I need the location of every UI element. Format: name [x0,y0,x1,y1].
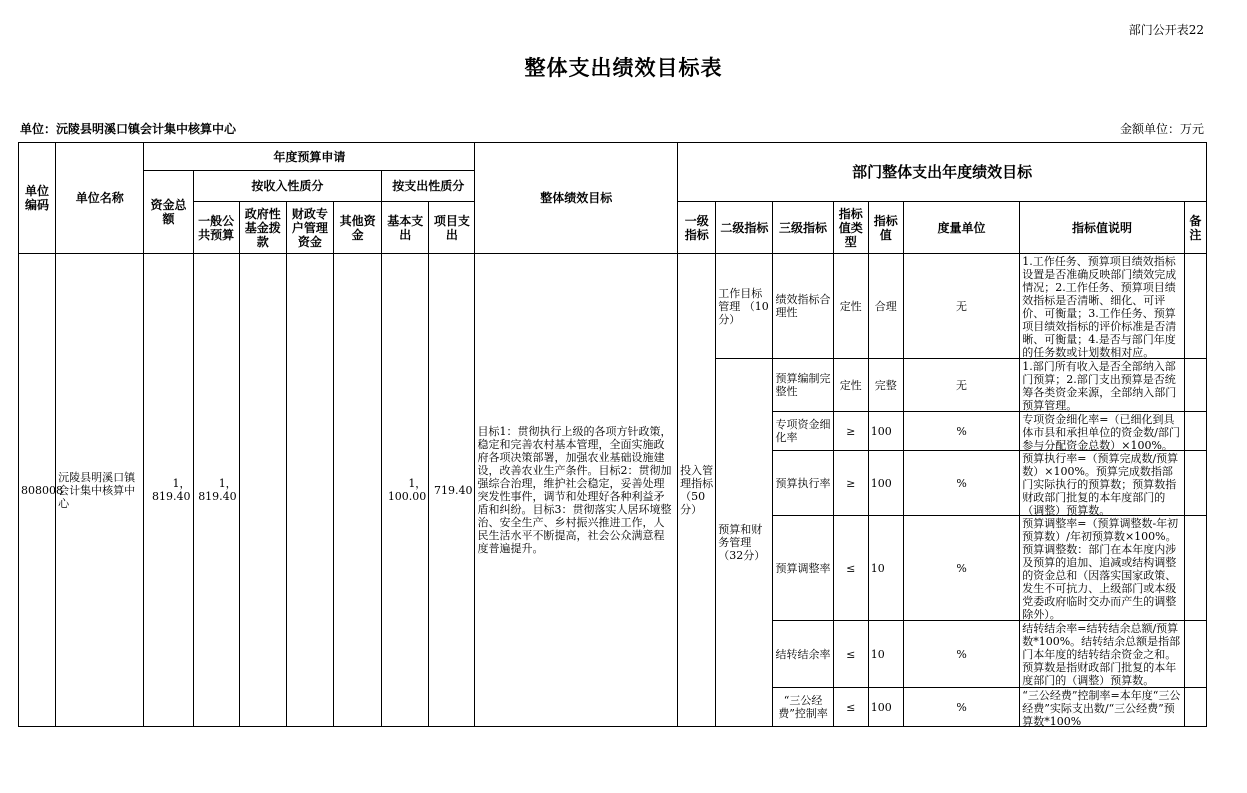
header-dept-goal: 部门整体支出年度绩效目标 [678,143,1207,202]
type-cell: ≤ [833,516,868,621]
remark-cell [1184,254,1206,359]
overall-goal-cell: 目标1：贯彻执行上级的各项方针政策，稳定和完善农村基本管理，全面实施政府各项决策部署，加强农业基础设施建设，改善农业生产条件。目标2：贯彻加强综合治理，维护社会稳定，妥善处理突发性事件，调节和处理好各种利益矛盾和纠纷。目标3：贯彻落实人居环境整治、安全生产、乡村振兴推进工作，人民生活水平不断提高，社会公众满意程度普遍提升。 [475,254,678,727]
desc-text: 1.工作任务、预算项目绩效指标设置是否准确反映部门绩效完成情况；2.工作任务、预算项目绩效指标是否清晰、细化、可评价、可衡量；3.工作任务、预算项目绩效指标的评价标准是否清晰、可衡量；4.是否与部门年度的任务数或计划数相对应。 [1022,255,1177,359]
desc-text: 1.部门所有收入是否全部纳入部门预算；2.部门支出预算是否统筹各类资金来源，全部纳入部门预算管理。 [1022,360,1177,412]
desc-cell [1020,621,1185,688]
total-funds-cell: 1，819.40 [144,254,193,727]
desc-text: 结转结余率=结转结余总额/预算数*100%。结转结余总额是指部门本年度的结转结余资金之和。预算数是指财政部门批复的本年度部门的（调整）预算数。 [1022,622,1181,687]
level3-cell: 专项资金细化率 [773,412,833,451]
level2-cell: 预算和财务管理（32分） [716,359,773,727]
remark-cell [1184,451,1206,516]
general-budget-cell: 1，819.40 [193,254,239,727]
header-general-budget: 一般公共预算 [193,202,239,254]
type-cell: ≥ [833,412,868,451]
header-level1: 一级指标 [678,202,716,254]
unit-name-cell: 沅陵县明溪口镇会计集中核算中心 [56,254,144,727]
remark-cell [1184,359,1206,412]
level2-cell: 工作目标管理 （10分） [716,254,773,359]
header-gov-fund: 政府性基金拨款 [239,202,286,254]
header-special-fund: 财政专户管理资金 [286,202,333,254]
type-cell: 定性 [833,254,868,359]
value-cell: 10 [868,621,903,688]
header-by-expense: 按支出性质分 [382,171,475,202]
special-fund-cell [286,254,333,727]
header-basic-expense: 基本支出 [382,202,429,254]
value-cell: 完整 [868,359,903,412]
desc-text: “三公经费”控制率=本年度“三公经费”实际支出数/“三公经费”预算数*100% [1022,689,1181,728]
performance-table [18,142,1207,727]
level3-cell: “三公经费”控制率 [773,688,833,727]
unit-cell: % [903,516,1019,621]
remark-cell [1184,516,1206,621]
form-number: 部门公开表22 [1128,23,1204,37]
level3-cell: 预算调整率 [773,516,833,621]
header-annual-budget: 年度预算申请 [144,143,475,171]
unit-cell: % [903,412,1019,451]
type-cell: ≤ [833,621,868,688]
header-remark: 备注 [1184,202,1206,254]
money-unit: 金额单位：万元 [1119,122,1204,136]
header-measure-unit: 度量单位 [903,202,1019,254]
desc-text: 预算调整率=（预算调整数-年初预算数）/年初预算数×100%。预算调整数：部门在本年度内涉及预算的追加、追减或结构调整的资金总和（因落实国家政策、发生不可抗力、上级部门或本级党委政府临时交办而产生的调整除外）。 [1022,517,1179,621]
remark-cell [1184,621,1206,688]
gov-fund-cell [239,254,286,727]
unit-cell: 无 [903,359,1019,412]
header-value-desc: 指标值说明 [1020,202,1185,254]
header-value-type: 指标值类型 [833,202,868,254]
desc-cell [1020,254,1185,359]
header-other-fund: 其他资金 [334,202,382,254]
header-by-income: 按收入性质分 [193,171,382,202]
level3-cell: 预算编制完整性 [773,359,833,412]
header-unit-code: 单位编码 [19,143,56,254]
type-cell: ≤ [833,688,868,727]
project-expense-cell: 719.40 [429,254,475,727]
other-fund-cell [334,254,382,727]
desc-text: 专项资金细化率=（已细化到具体市县和承担单位的资金数/部门参与分配资金总数）×100%。 [1022,413,1180,452]
header-overall-goal: 整体绩效目标 [475,143,678,254]
unit-cell: % [903,688,1019,727]
desc-text: 预算执行率=（预算完成数/预算数）×100%。预算完成数指部门实际执行的预算数；预算数指财政部门批复的本年度部门的（调整）预算数。 [1022,452,1179,517]
basic-expense-cell: 1，100.00 [382,254,429,727]
unit-cell: % [903,621,1019,688]
remark-cell [1184,412,1206,451]
desc-cell [1020,359,1185,412]
type-cell: ≥ [833,451,868,516]
remark-cell [1184,688,1206,727]
header-unit-name: 单位名称 [56,143,144,254]
page-title: 整体支出绩效目标表 [524,55,723,80]
header-value: 指标值 [868,202,903,254]
value-cell: 100 [868,688,903,727]
value-cell: 10 [868,516,903,621]
level3-cell: 绩效指标合理性 [773,254,833,359]
value-cell: 100 [868,451,903,516]
unit-cell: % [903,451,1019,516]
level1-cell: 投入管理指标（50分） [678,254,716,727]
desc-cell [1020,688,1185,727]
level3-cell: 预算执行率 [773,451,833,516]
unit-cell: 无 [903,254,1019,359]
unit-label: 单位：沅陵县明溪口镇会计集中核算中心 [20,122,237,136]
value-cell: 合理 [868,254,903,359]
header-level2: 二级指标 [716,202,773,254]
type-cell: 定性 [833,359,868,412]
desc-cell [1020,412,1185,451]
unit-code-cell: 808008 [19,254,56,727]
level3-cell: 结转结余率 [773,621,833,688]
header-level3: 三级指标 [773,202,833,254]
desc-cell [1020,516,1185,621]
desc-cell [1020,451,1185,516]
header-total-funds: 资金总额 [144,171,193,254]
value-cell: 100 [868,412,903,451]
header-project-expense: 项目支出 [429,202,475,254]
